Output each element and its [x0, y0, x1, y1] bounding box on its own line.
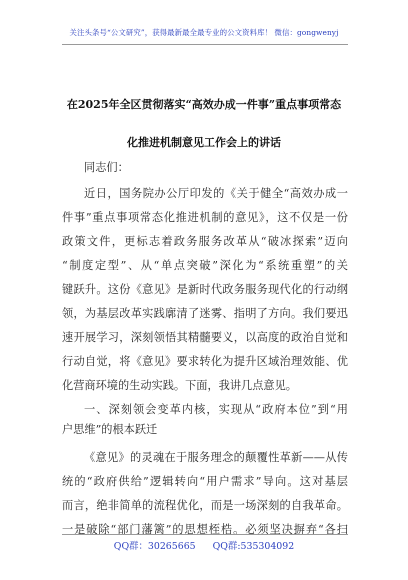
- paragraph-2-line: 统的“政府供给”逻辑转向“用户需求”导向。这对基层: [62, 475, 348, 488]
- paragraph-1-line: “制度定型”、从“单点突破”深化为“系统重塑”的关: [62, 259, 348, 272]
- section-1-heading-line: 户思维”的根本跃迁: [62, 423, 158, 436]
- document-title-line-1: 在2025年全区贯彻落实“高效办成一件事”重点事项常态: [66, 98, 342, 111]
- paragraph-1-line: 政策文件，更标志着政务服务改革从“破冰探索”迈向: [62, 235, 348, 248]
- paragraph-1-line: 行动自觉，将《意见》要求转化为提升区域治理效能、优: [62, 355, 348, 368]
- document-body: [62, 158, 348, 536]
- footer: [0, 538, 408, 552]
- paragraph-2-line: 一是破除“部门藩篱”的思想桎梏。必须坚决摒弃“各扫: [62, 523, 348, 536]
- footer-qq-group-2: QQ群:535304092: [212, 541, 295, 552]
- header-rule: [62, 44, 348, 45]
- paragraph-1-line: 件事”重点事项常态化推进机制的意见》，这不仅是一份: [62, 211, 348, 224]
- paragraph-2-line: 而言，绝非简单的流程优化，而是一场深刻的自我革命。: [62, 499, 348, 512]
- paragraph-1-line: 键跃升。这份《意见》是新时代政务服务现代化的行动纲: [62, 283, 348, 296]
- document-title-line-2: 化推进机制意见工作会上的讲话: [127, 136, 281, 149]
- header-banner: 关注头条号“公文研究”，获得最新最全最专业的公文资料库！ 微信：gongwenyj: [69, 28, 339, 37]
- footer-qq-group-1: QQ群：30265665: [113, 541, 196, 552]
- paragraph-1-line: 近日，国务院办公厅印发的《关于健全“高效办成一: [84, 187, 348, 200]
- paragraph-1-line: 领，为基层改革实践廓清了迷雾、指明了方向。我们要迅: [62, 307, 348, 320]
- paragraph-2-line: 《意见》的灵魂在于服务理念的颠覆性革新——从传: [84, 451, 348, 464]
- section-1-heading-line: 一、深刻领会变革内核，实现从“政府本位”到“用: [84, 403, 348, 416]
- paragraph-1-line: 速开展学习，深刻领悟其精髓要义，以高度的政治自觉和: [62, 331, 348, 344]
- paragraph-1-line: 化营商环境的生动实践。下面，我讲几点意见。: [62, 379, 297, 392]
- salutation: 同志们：: [84, 161, 129, 174]
- footer-rule: [62, 534, 348, 535]
